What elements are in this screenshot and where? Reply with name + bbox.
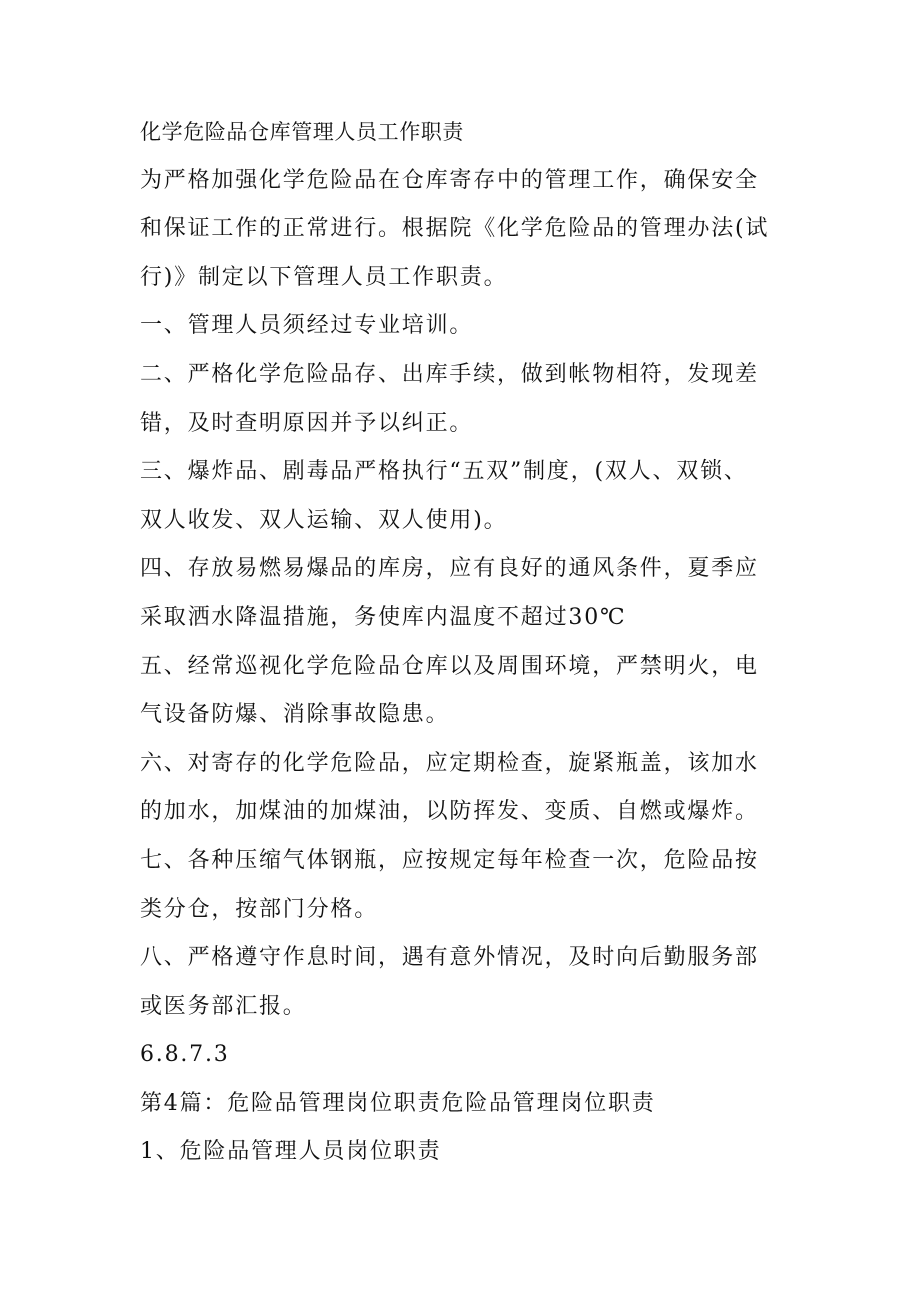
paragraph-line: 三、爆炸品、剧毒品严格执行“五双”制度，(双人、双锁、 <box>140 459 748 485</box>
paragraph-line: 错，及时查明原因并予以纠正。 <box>140 410 474 436</box>
paragraph-line: 气设备防爆、消除事故隐患。 <box>140 702 450 728</box>
subsection-heading: 1、危险品管理人员岗位职责 <box>140 1139 442 1165</box>
paragraph-line: 七、各种压缩气体钢瓶，应按规定每年检查一次，危险品按 <box>140 847 759 873</box>
document-body <box>140 108 800 1177</box>
paragraph-line: 类分仓，按部门分格。 <box>140 896 379 922</box>
paragraph-line: 八、严格遵守作息时间，遇有意外情况，及时向后勤服务部 <box>140 945 759 971</box>
section-number: 6.8.7.3 <box>140 1042 230 1068</box>
paragraph-line: 或医务部汇报。 <box>140 993 307 1019</box>
paragraph-line: 一、管理人员须经过专业培训。 <box>140 313 474 339</box>
paragraph-line: 和保证工作的正常进行。根据院《化学危险品的管理办法(试 <box>140 216 770 242</box>
paragraph-line: 为严格加强化学危险品在仓库寄存中的管理工作，确保安全 <box>140 167 759 193</box>
paragraph-line: 二、严格化学危险品存、出库手续，做到帐物相符，发现差 <box>140 361 759 387</box>
paragraph-line: 行)》制定以下管理人员工作职责。 <box>140 264 508 290</box>
paragraph-line: 四、存放易燃易爆品的库房，应有良好的通风条件，夏季应 <box>140 556 759 582</box>
paragraph-line: 采取洒水降温措施，务使库内温度不超过30℃ <box>140 604 627 630</box>
section-heading: 第4篇：危险品管理岗位职责危险品管理岗位职责 <box>140 1090 656 1116</box>
document-title: 化学危险品仓库管理人员工作职责 <box>140 120 464 144</box>
paragraph-line: 六、对寄存的化学危险品，应定期检查，旋紧瓶盖，该加水 <box>140 750 759 776</box>
paragraph-line: 五、经常巡视化学危险品仓库以及周围环境，严禁明火，电 <box>140 653 759 679</box>
paragraph-line: 的加水，加煤油的加煤油，以防挥发、变质、自燃或爆炸。 <box>140 799 759 825</box>
paragraph-line: 双人收发、双人运输、双人使用)。 <box>140 507 508 533</box>
